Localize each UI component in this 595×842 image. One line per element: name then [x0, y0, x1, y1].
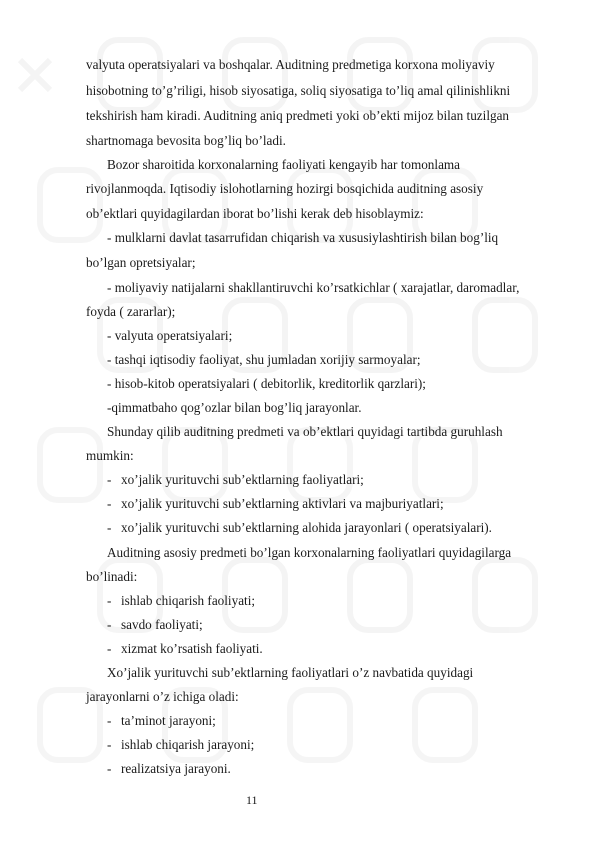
list-bullet: - — [107, 617, 112, 632]
list-bullet: - — [107, 472, 112, 487]
list-bullet: - — [107, 593, 112, 608]
list-item: savdo faoliyati; — [121, 617, 203, 632]
list-bullet: - — [107, 641, 112, 656]
list-bullet: - — [107, 737, 112, 752]
body-text-line: ob’ektlari quyidagilardan iborat bo’lishi kerak deb hisoblaymiz: — [86, 206, 424, 221]
list-item: - mulklarni davlat tasarrufidan chiqarish va xususiylashtirish bilan bog’liq — [107, 230, 499, 245]
list-item: - hisob-kitob operatsiyalari ( debitorlik, kreditorlik qarzlari); — [107, 376, 426, 391]
list-item: xo’jalik yurituvchi sub’ektlarning aktivlari va majburiyatlari; — [121, 496, 444, 511]
page-number: 11 — [246, 793, 258, 807]
list-item: - valyuta operatsiyalari; — [107, 328, 233, 343]
list-item: ishlab chiqarish faoliyati; — [121, 593, 256, 608]
list-bullet: - — [107, 496, 112, 511]
list-bullet: - — [107, 761, 112, 776]
body-text-line: bo’linadi: — [86, 569, 138, 584]
list-item: ishlab chiqarish jarayoni; — [121, 737, 255, 752]
list-item: realizatsiya jarayoni. — [121, 761, 231, 776]
body-text-line: hisobotning to’g’riligi, hisob siyosatiga, soliq siyosatiga to’liq amal qilinishlikni — [86, 83, 511, 98]
body-text-line: tekshirish ham kiradi. Auditning aniq predmeti yoki ob’ekti mijoz bilan tuzilgan — [86, 108, 510, 123]
list-item: - moliyaviy natijalarni shakllantiruvchi ko’rsatkichlar ( xarajatlar, daromadlar, — [107, 280, 520, 295]
list-item: -qimmatbaho qog’ozlar bilan bog’liq jarayonlar. — [107, 400, 362, 415]
body-text-line: jarayonlarni o’z ichiga oladi: — [86, 689, 239, 704]
list-item-continuation: foyda ( zararlar); — [86, 304, 176, 319]
body-text-line: Shunday qilib auditning predmeti va ob’ektlari quyidagi tartibda guruhlash — [107, 424, 503, 439]
list-bullet: - — [107, 520, 112, 535]
body-text-line: mumkin: — [86, 448, 134, 463]
list-item: - tashqi iqtisodiy faoliyat, shu jumladan xorijiy sarmoyalar; — [107, 352, 421, 367]
list-item: xo’jalik yurituvchi sub’ektlarning faoliyatlari; — [121, 472, 364, 487]
list-item: ta’minot jarayoni; — [121, 713, 216, 728]
body-text-line: shartnomaga bevosita bog’liq bo’ladi. — [86, 133, 286, 148]
body-text-line: Auditning asosiy predmeti bo’lgan korxonalarning faoliyatlari quyidagilarga — [107, 545, 512, 560]
body-text-line: Xo’jalik yurituvchi sub’ektlarning faoliyatlari o’z navbatida quyidagi — [107, 665, 474, 680]
list-item-continuation: bo’lgan opretsiyalar; — [86, 255, 196, 270]
list-bullet: - — [107, 713, 112, 728]
list-item: xizmat ko’rsatish faoliyati. — [121, 641, 263, 656]
body-text-line: valyuta operatsiyalari va boshqalar. Auditning predmetiga korxona moliyaviy — [86, 57, 495, 72]
body-text-line: Bozor sharoitida korxonalarning faoliyati kengayib har tomonlama — [107, 157, 461, 172]
body-text-line: rivojlanmoqda. Iqtisodiy islohotlarning hozirgi bosqichida auditning asosiy — [86, 181, 484, 196]
list-item: xo’jalik yurituvchi sub’ektlarning alohida jarayonlari ( operatsiyalari). — [121, 520, 492, 535]
